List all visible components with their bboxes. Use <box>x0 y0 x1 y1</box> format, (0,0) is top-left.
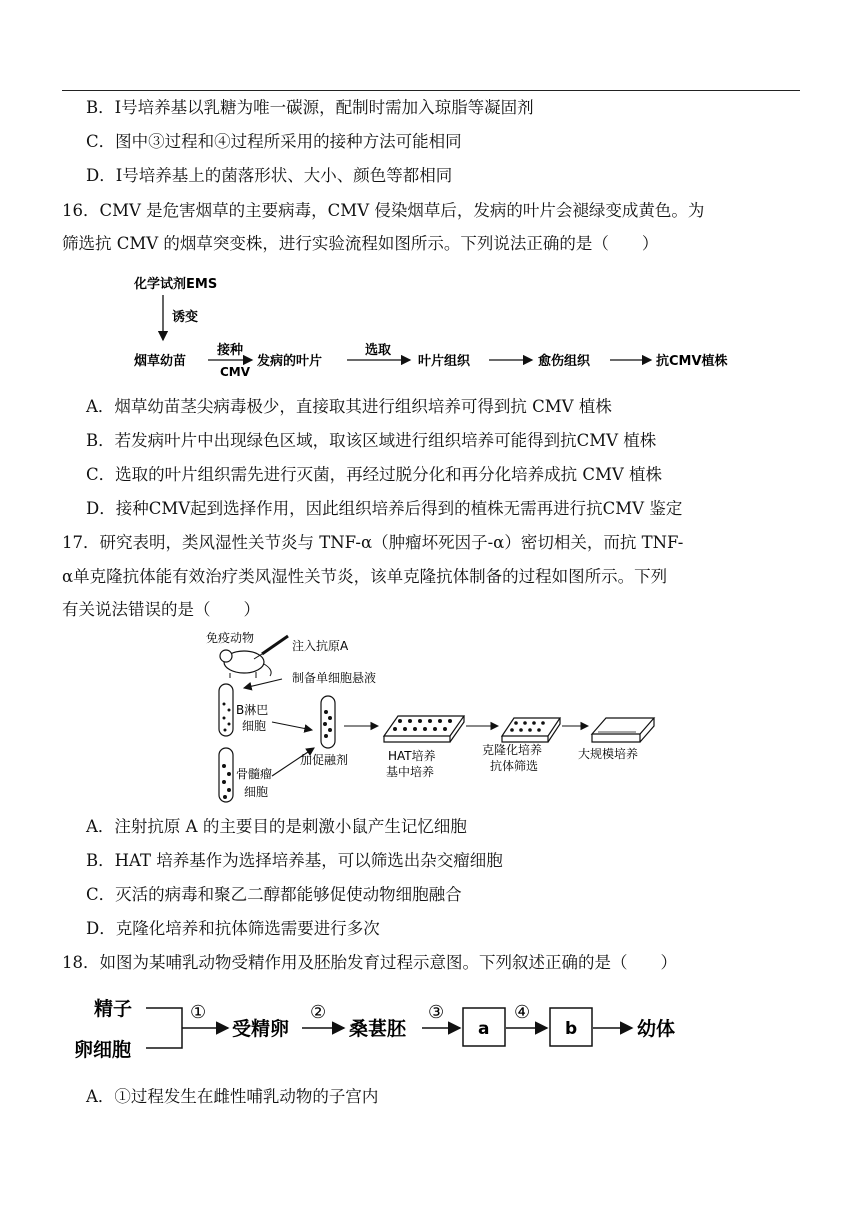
q17-hat-label-1: HAT培养 <box>388 749 436 763</box>
q18-zygote-label: 受精卵 <box>232 1018 290 1040</box>
q15-option-b: B．Ⅰ号培养基以乳糖为唯一碳源，配制时需加入琼脂等凝固剂 <box>86 98 534 117</box>
q17-myeloma-label-1: 骨髓瘤 <box>236 767 273 781</box>
q16-option-c: C．选取的叶片组织需先进行灭菌，再经过脱分化和再分化培养成抗 CMV 植株 <box>86 465 663 484</box>
q18-box-b-label: b <box>565 1019 578 1039</box>
q16-option-d: D．接种CMV起到选择作用，因此组织培养后得到的植株无需再进行抗CMV 鉴定 <box>86 499 683 518</box>
q18-box-a-label: a <box>478 1019 490 1039</box>
q17-stem-line1: 17．研究表明，类风湿性关节炎与 TNF-α（肿瘤坏死因子-α）密切相关，而抗 TNF- <box>62 533 684 552</box>
q17-suspension-label: 制备单细胞悬液 <box>292 671 377 685</box>
hat-plate-icon <box>384 716 464 742</box>
q17-clone-label-2: 抗体筛选 <box>490 759 539 773</box>
q17-hat-label-2: 基中培养 <box>386 765 435 779</box>
q16-resistant-plant-label: 抗CMV植株 <box>656 354 728 369</box>
q18-young-label: 幼体 <box>637 1018 676 1040</box>
q16-seedling-label: 烟草幼苗 <box>134 354 187 369</box>
myeloma-tube-icon <box>219 748 233 802</box>
q16-option-b: B．若发病叶片中出现绿色区域，取该区域进行组织培养可能得到抗CMV 植株 <box>86 431 657 450</box>
q16-sick-leaf-label: 发病的叶片 <box>257 354 323 369</box>
q18-option-a: A．①过程发生在雌性哺乳动物的子宫内 <box>86 1087 379 1106</box>
q17-animal-label: 免疫动物 <box>206 631 255 645</box>
q16-stem-line2: 筛选抗 CMV 的烟草突变株，进行实验流程如图所示。下列说法正确的是（ ） <box>62 234 659 253</box>
q17-arrow-mouse-to-tube <box>244 679 282 688</box>
q16-mutagen-label: 化学试剂EMS <box>134 277 218 292</box>
b-cell-tube-icon <box>219 684 233 736</box>
q17-antibody-diagram <box>0 626 860 808</box>
fusion-tube-icon <box>321 696 335 748</box>
q16-callus-label: 愈伤组织 <box>538 354 591 369</box>
q17-inject-label: 注入抗原A <box>292 639 349 653</box>
q17-large-scale-label: 大规模培养 <box>578 747 639 761</box>
culture-tray-icon <box>592 718 654 742</box>
clone-plate-icon <box>502 718 560 742</box>
q18-sperm-label: 精子 <box>94 998 133 1020</box>
q17-bcell-label-2: 细胞 <box>242 719 267 733</box>
q18-fertilization-diagram <box>0 988 860 1064</box>
q16-stem-line1: 16．CMV 是危害烟草的主要病毒，CMV 侵染烟草后，发病的叶片会褪绿变成黄色。为 <box>62 201 705 220</box>
q16-inoculate-bottom: CMV <box>220 365 251 379</box>
q18-morula-label: 桑葚胚 <box>349 1018 407 1040</box>
q18-step2: ② <box>310 1002 327 1023</box>
q16-select-label: 选取 <box>365 343 392 358</box>
q18-egg-label: 卵细胞 <box>74 1039 132 1061</box>
q18-step4: ④ <box>514 1002 531 1023</box>
q15-option-c: C．图中③过程和④过程所采用的接种方法可能相同 <box>86 132 462 151</box>
q17-bcell-label-1: B淋巴 <box>236 703 269 717</box>
q16-leaf-tissue-label: 叶片组织 <box>418 354 471 369</box>
q16-inoculate-top: 接种 <box>217 343 244 358</box>
q17-option-c: C．灭活的病毒和聚乙二醇都能够促使动物细胞融合 <box>86 885 462 904</box>
q17-option-b: B．HAT 培养基作为选择培养基，可以筛选出杂交瘤细胞 <box>86 851 503 870</box>
q17-option-d: D．克隆化培养和抗体筛选需要进行多次 <box>86 919 380 938</box>
q17-clone-label-1: 克隆化培养 <box>482 743 543 757</box>
q17-arrow-bcell-to-fusion <box>272 722 312 730</box>
q18-step3: ③ <box>428 1002 445 1023</box>
q16-flow-diagram <box>0 268 860 388</box>
q17-stem-line2: α单克隆抗体能有效治疗类风湿性关节炎，该单克隆抗体制备的过程如图所示。下列 <box>62 567 668 586</box>
syringe-icon <box>254 636 288 659</box>
q17-option-a: A．注射抗原 A 的主要目的是刺激小鼠产生记忆细胞 <box>86 817 467 836</box>
q18-stem: 18．如图为某哺乳动物受精作用及胚胎发育过程示意图。下列叙述正确的是（ ） <box>62 953 677 972</box>
q18-step1: ① <box>190 1002 207 1023</box>
q16-mutate-label: 诱变 <box>172 310 199 325</box>
q18-bracket <box>146 1008 182 1048</box>
header-rule <box>62 90 800 91</box>
q17-myeloma-label-2: 细胞 <box>244 785 269 799</box>
q15-option-d: D．Ⅰ号培养基上的菌落形状、大小、颜色等都相同 <box>86 166 453 185</box>
q16-option-a: A．烟草幼苗茎尖病毒极少，直接取其进行组织培养可得到抗 CMV 植株 <box>86 397 612 416</box>
q17-fusion-agent-label: 加促融剂 <box>300 753 349 767</box>
q17-stem-line3: 有关说法错误的是（ ） <box>62 600 260 619</box>
